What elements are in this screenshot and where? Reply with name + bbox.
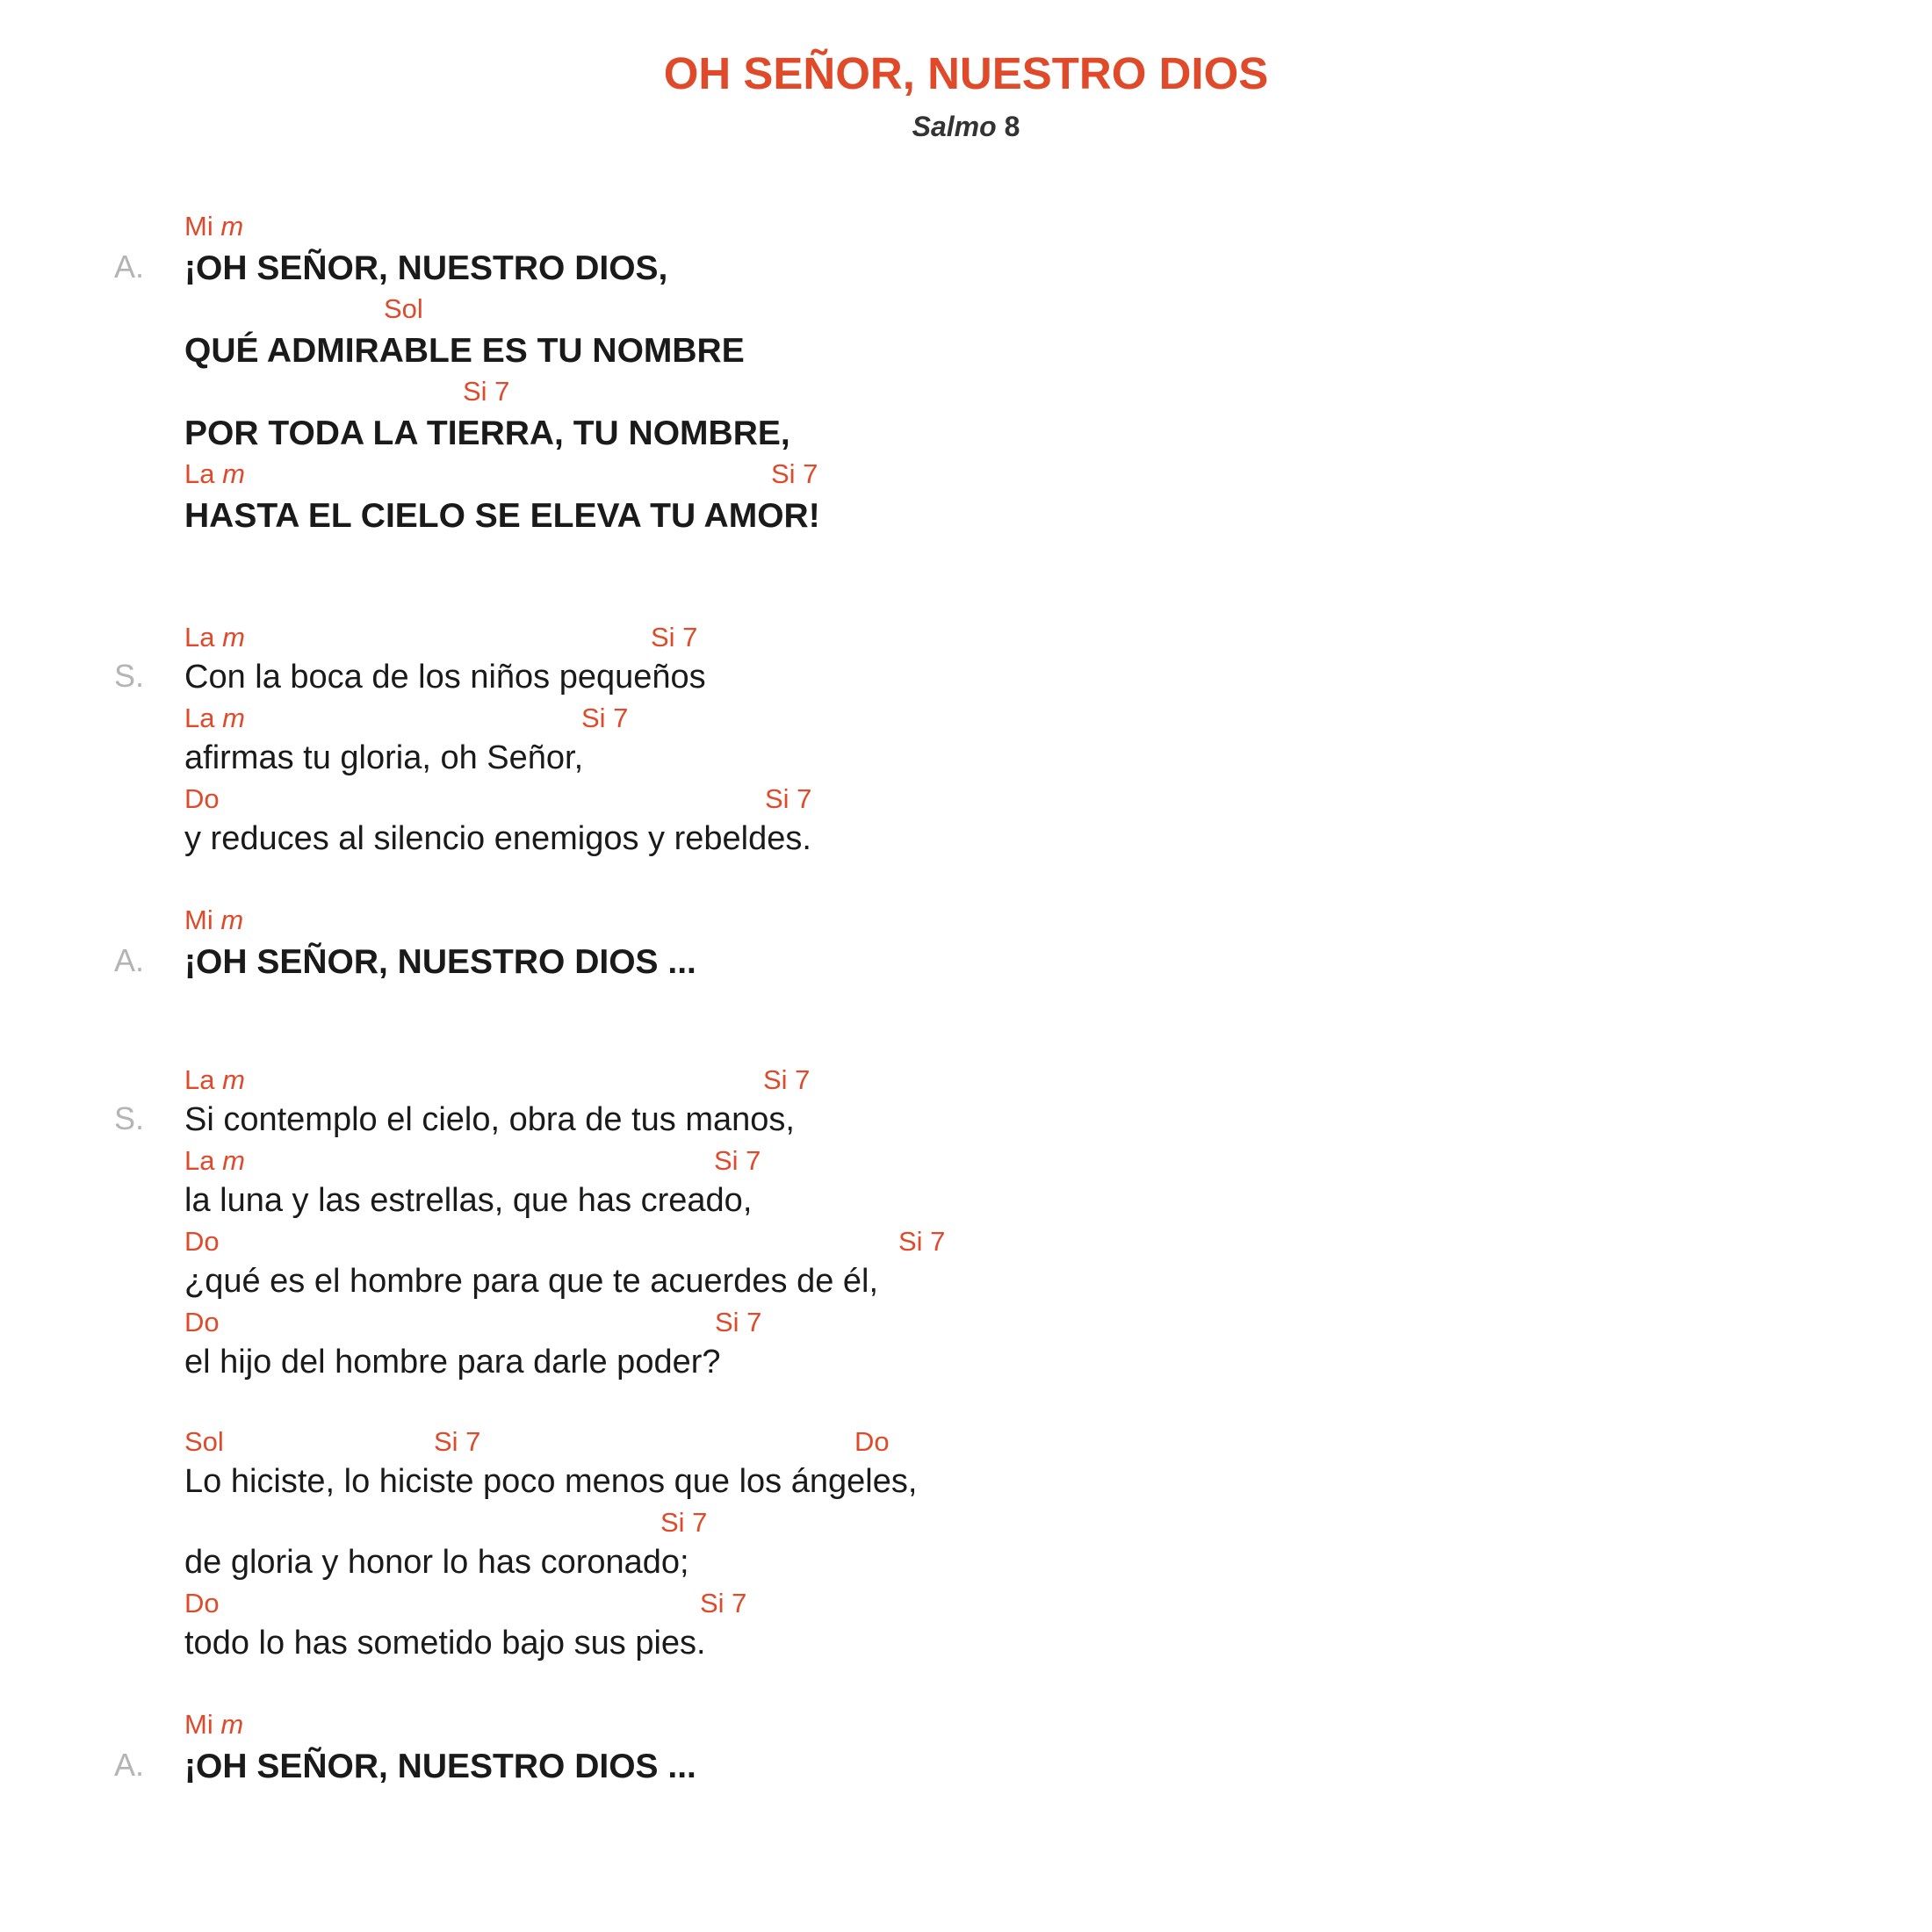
chord: Do: [184, 1226, 220, 1257]
chord: Si 7: [763, 1064, 811, 1095]
lyric-line: QUÉ ADMIRABLE ES TU NOMBRE: [184, 332, 745, 370]
chord: Si 7: [700, 1588, 747, 1618]
lyric-line: ¡OH SEÑOR, NUESTRO DIOS ...: [184, 943, 696, 981]
chord: Si 7: [898, 1226, 946, 1257]
chord: La m: [184, 1064, 245, 1095]
chord: Si 7: [714, 1145, 761, 1176]
lyric-line: el hijo del hombre para darle poder?: [184, 1344, 721, 1381]
lyric-line: ¡OH SEÑOR, NUESTRO DIOS ...: [184, 1748, 696, 1785]
chord: Do: [854, 1426, 890, 1457]
section-marker: A.: [114, 1747, 145, 1783]
chord: Si 7: [765, 783, 812, 814]
chord: Si 7: [434, 1426, 481, 1457]
chord: Si 7: [771, 458, 818, 489]
chord: La m: [184, 703, 245, 733]
lyric-line: Con la boca de los niños pequeños: [184, 659, 706, 696]
subtitle-word: Salmo: [912, 111, 997, 142]
chord: Mi m: [184, 211, 244, 242]
chord: Si 7: [651, 622, 698, 652]
section-marker: A.: [114, 942, 145, 978]
lyric-line: POR TODA LA TIERRA, TU NOMBRE,: [184, 415, 790, 452]
lyric-line: Si contemplo el cielo, obra de tus manos,: [184, 1101, 795, 1138]
lyric-line: de gloria y honor lo has coronado;: [184, 1544, 689, 1581]
section-marker: S.: [114, 658, 145, 694]
chord: Si 7: [463, 376, 510, 407]
lyric-line: la luna y las estrellas, que has creado,: [184, 1182, 753, 1219]
chord: Sol: [384, 293, 423, 324]
lyric-line: ¿qué es el hombre para que te acuerdes de él,: [184, 1263, 879, 1300]
chord: Mi m: [184, 905, 244, 935]
chord: Si 7: [715, 1307, 762, 1337]
chord: Mi m: [184, 1709, 244, 1740]
chord: Si 7: [581, 703, 629, 733]
lyric-line: ¡OH SEÑOR, NUESTRO DIOS,: [184, 249, 668, 287]
chord: Sol: [184, 1426, 224, 1457]
subtitle-number: 8: [1004, 111, 1020, 142]
lyric-line: HASTA EL CIELO SE ELEVA TU AMOR!: [184, 497, 820, 535]
lyric-line: y reduces al silencio enemigos y rebeldes.: [184, 820, 811, 857]
chord: La m: [184, 622, 245, 652]
lyric-line: todo lo has sometido bajo sus pies.: [184, 1625, 706, 1662]
chord: La m: [184, 458, 245, 489]
song-subtitle: [0, 112, 1932, 141]
section-marker: S.: [114, 1100, 145, 1136]
chord: La m: [184, 1145, 245, 1176]
lyric-line: afirmas tu gloria, oh Señor,: [184, 739, 584, 776]
lyric-line: Lo hiciste, lo hiciste poco menos que los ángeles,: [184, 1463, 918, 1500]
chord: Do: [184, 1307, 220, 1337]
chord: Do: [184, 783, 220, 814]
song-title: OH SEÑOR, NUESTRO DIOS: [663, 48, 1269, 98]
section-marker: A.: [114, 249, 145, 285]
chord: Si 7: [660, 1507, 708, 1538]
chord: Do: [184, 1588, 220, 1618]
